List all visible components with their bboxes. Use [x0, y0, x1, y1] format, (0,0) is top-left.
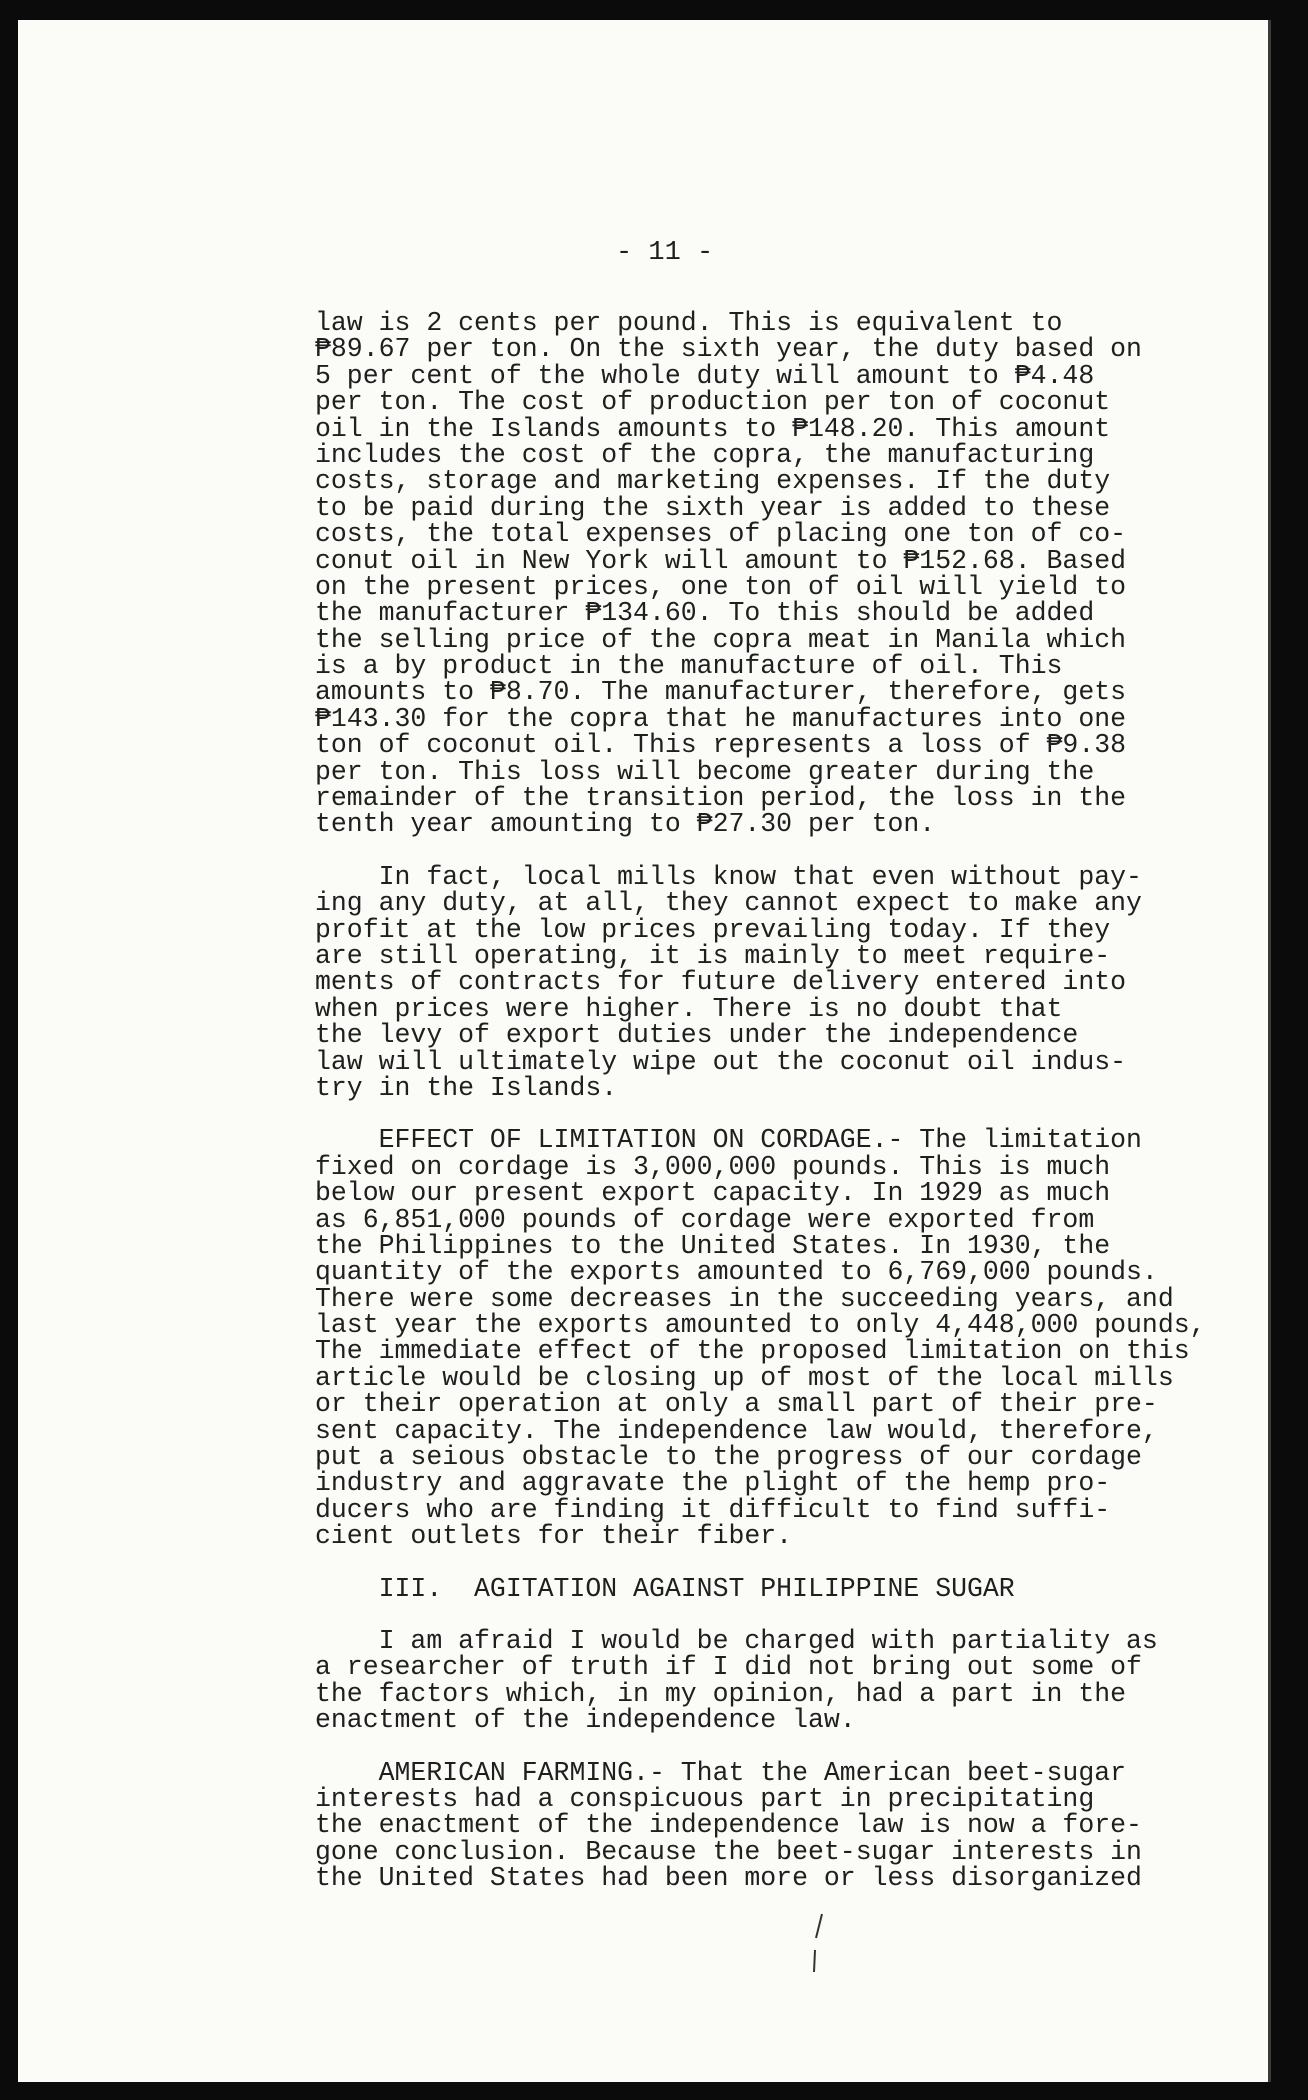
paragraph-local-mills — [315, 861, 1215, 1103]
text-line: quantity of the exports amounted to 6,769,000 pounds. — [315, 1257, 1158, 1288]
text-line: below our present export capacity. In 1929 as much — [315, 1178, 1111, 1209]
text-line: There were some decreases in the succeeding years, and — [315, 1283, 1174, 1314]
text-line: cient outlets for their fiber. — [315, 1521, 793, 1552]
paragraph-american-farming — [315, 1757, 1215, 1894]
page-number: - 11 - — [616, 238, 714, 268]
text-line: The immediate effect of the proposed limitation on this — [315, 1336, 1190, 1367]
text-line: enactment of the independence law. — [315, 1705, 856, 1736]
text-line: last year the exports amounted to only 4,448,000 pounds, — [315, 1310, 1206, 1341]
text-line: conut oil in New York will amount to ₱152.68. Based — [315, 545, 1127, 576]
text-line: fixed on cordage is 3,000,000 pounds. This is much — [315, 1151, 1111, 1182]
text-line: ments of contracts for future delivery entered into — [315, 967, 1127, 998]
pencil-mark — [806, 1910, 836, 1980]
paragraph-researcher — [315, 1625, 1215, 1736]
text-line: the Philippines to the United States. In 1930, the — [315, 1230, 1111, 1261]
text-line: the factors which, in my opinion, had a part in the — [315, 1678, 1127, 1709]
text-line: article would be closing up of most of the local mills — [315, 1362, 1174, 1393]
text-line: ₱89.67 per ton. On the sixth year, the duty based on — [315, 334, 1142, 365]
text-line: ing any duty, at all, they cannot expect to make any — [315, 888, 1142, 919]
text-line: amounts to ₱8.70. The manufacturer, therefore, gets — [315, 677, 1127, 708]
text-line: per ton. This loss will become greater during the — [315, 756, 1095, 787]
text-line: to be paid during the sixth year is added to these — [315, 492, 1111, 523]
text-line: are still operating, it is mainly to meet require- — [315, 940, 1111, 971]
text-line: when prices were higher. There is no doubt that — [315, 993, 1063, 1024]
text-line: law will ultimately wipe out the coconut oil indus- — [315, 1046, 1127, 1077]
text-line: 5 per cent of the whole duty will amount to ₱4.48 — [315, 360, 1095, 391]
text-line: industry and aggravate the plight of the hemp pro- — [315, 1468, 1111, 1499]
paragraph-coconut-oil — [315, 310, 1215, 838]
text-line: on the present prices, one ton of oil will yield to — [315, 571, 1127, 602]
text-line: the enactment of the independence law is now a fore- — [315, 1810, 1142, 1841]
text-line: costs, the total expenses of placing one ton of co- — [315, 519, 1127, 550]
text-line: try in the Islands. — [315, 1072, 618, 1103]
body-text — [315, 310, 1215, 1917]
text-line: ducers who are finding it difficult to find suffi- — [315, 1494, 1111, 1525]
text-line: oil in the Islands amounts to ₱148.20. This amount — [315, 413, 1111, 444]
heading-line: III. AGITATION AGAINST PHILIPPINE SUGAR — [315, 1573, 1015, 1604]
text-line: profit at the low prices prevailing today. If they — [315, 914, 1111, 945]
text-line: or their operation at only a small part of their pre- — [315, 1389, 1158, 1420]
text-line: includes the cost of the copra, the manufacturing — [315, 439, 1095, 470]
text-line: put a seious obstacle to the progress of our cordage — [315, 1442, 1142, 1473]
paragraph-cordage — [315, 1125, 1215, 1552]
text-line: ton of coconut oil. This represents a loss of ₱9.38 — [315, 730, 1127, 761]
text-line: tenth year amounting to ₱27.30 per ton. — [315, 809, 936, 840]
text-line: I am afraid I would be charged with partiality as — [315, 1625, 1158, 1656]
text-line: interests had a conspicuous part in precipitating — [315, 1783, 1095, 1814]
text-line: law is 2 cents per pound. This is equivalent to — [315, 308, 1063, 338]
text-line: per ton. The cost of production per ton of coconut — [315, 387, 1111, 418]
text-line: the manufacturer ₱134.60. To this should be added — [315, 598, 1095, 629]
text-line: ₱143.30 for the copra that he manufactures into one — [315, 703, 1127, 734]
text-line: as 6,851,000 pounds of cordage were exported from — [315, 1204, 1095, 1235]
section-heading — [315, 1573, 1215, 1604]
text-line: EFFECT OF LIMITATION ON CORDAGE.- The limitation — [315, 1125, 1142, 1156]
text-line: the levy of export duties under the independence — [315, 1020, 1079, 1051]
text-line: the United States had been more or less disorganized — [315, 1863, 1142, 1894]
text-line: a researcher of truth if I did not bring out some of — [315, 1652, 1142, 1683]
document-page — [18, 20, 1271, 2082]
text-line: is a by product in the manufacture of oil. This — [315, 651, 1063, 682]
text-line: costs, storage and marketing expenses. If the duty — [315, 466, 1111, 497]
text-line: AMERICAN FARMING.- That the American beet-sugar — [315, 1757, 1127, 1788]
text-line: sent capacity. The independence law would, therefore, — [315, 1415, 1158, 1446]
text-line: gone conclusion. Because the beet-sugar interests in — [315, 1836, 1142, 1867]
text-line: the selling price of the copra meat in Manila which — [315, 624, 1127, 655]
text-line: In fact, local mills know that even without pay- — [315, 861, 1142, 892]
text-line: remainder of the transition period, the loss in the — [315, 783, 1127, 814]
